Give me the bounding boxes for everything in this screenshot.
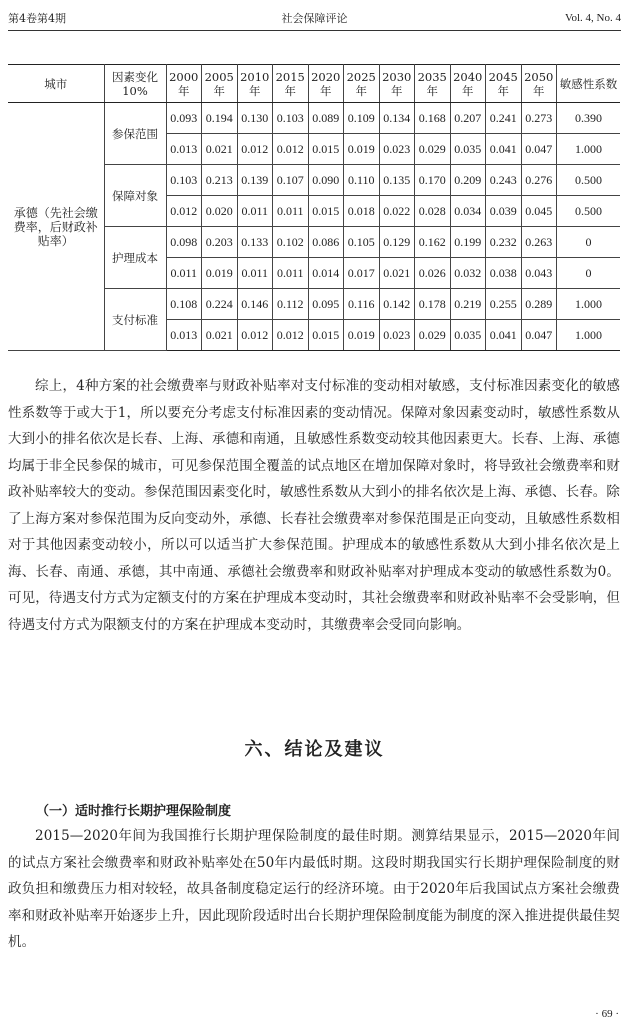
value-cell: 0.012 <box>273 320 309 351</box>
value-cell: 0.098 <box>166 227 202 258</box>
value-cell: 0.263 <box>521 227 557 258</box>
value-cell: 0.019 <box>344 320 380 351</box>
sensitivity-cell: 0.500 <box>557 165 621 196</box>
value-cell: 0.015 <box>308 196 344 227</box>
value-cell: 0.021 <box>202 320 238 351</box>
value-cell: 0.207 <box>450 103 486 134</box>
value-cell: 0.276 <box>521 165 557 196</box>
section-title: 六、结论及建议 <box>244 739 385 760</box>
value-cell: 0.034 <box>450 196 486 227</box>
value-cell: 0.086 <box>308 227 344 258</box>
col-header-year: 2050年 <box>521 65 557 103</box>
factor-cell: 支付标准 <box>104 289 166 351</box>
value-cell: 0.090 <box>308 165 344 196</box>
col-header-year: 2030年 <box>379 65 415 103</box>
value-cell: 0.105 <box>344 227 380 258</box>
value-cell: 0.093 <box>166 103 202 134</box>
value-cell: 0.011 <box>237 196 273 227</box>
value-cell: 0.095 <box>308 289 344 320</box>
value-cell: 0.108 <box>166 289 202 320</box>
sensitivity-cell: 0 <box>557 258 621 289</box>
table-header-row <box>8 65 620 103</box>
value-cell: 0.023 <box>379 320 415 351</box>
value-cell: 0.018 <box>344 196 380 227</box>
value-cell: 0.103 <box>273 103 309 134</box>
value-cell: 0.039 <box>486 196 522 227</box>
col-header-city: 城市 <box>8 65 104 103</box>
value-cell: 0.129 <box>379 227 415 258</box>
value-cell: 0.219 <box>450 289 486 320</box>
value-cell: 0.110 <box>344 165 380 196</box>
value-cell: 0.047 <box>521 320 557 351</box>
value-cell: 0.135 <box>379 165 415 196</box>
running-header <box>8 8 621 28</box>
value-cell: 0.107 <box>273 165 309 196</box>
value-cell: 0.146 <box>237 289 273 320</box>
value-cell: 0.209 <box>450 165 486 196</box>
sensitivity-cell: 0 <box>557 227 621 258</box>
value-cell: 0.019 <box>202 258 238 289</box>
value-cell: 0.017 <box>344 258 380 289</box>
value-cell: 0.133 <box>237 227 273 258</box>
col-header-factor: 因素变化10% <box>104 65 166 103</box>
col-header-year: 2040年 <box>450 65 486 103</box>
value-cell: 0.013 <box>166 320 202 351</box>
value-cell: 0.116 <box>344 289 380 320</box>
value-cell: 0.243 <box>486 165 522 196</box>
value-cell: 0.011 <box>273 196 309 227</box>
value-cell: 0.013 <box>166 134 202 165</box>
value-cell: 0.028 <box>415 196 451 227</box>
sensitivity-cell: 1.000 <box>557 289 621 320</box>
value-cell: 0.014 <box>308 258 344 289</box>
value-cell: 0.012 <box>166 196 202 227</box>
value-cell: 0.021 <box>379 258 415 289</box>
factor-cell: 保障对象 <box>104 165 166 227</box>
col-header-year: 2025年 <box>344 65 380 103</box>
factor-cell: 参保范围 <box>104 103 166 165</box>
subsection-heading: （一）适时推行长期护理保险制度 <box>36 804 232 819</box>
value-cell: 0.199 <box>450 227 486 258</box>
value-cell: 0.035 <box>450 320 486 351</box>
value-cell: 0.011 <box>237 258 273 289</box>
factor-cell: 护理成本 <box>104 227 166 289</box>
sensitivity-cell: 0.390 <box>557 103 621 134</box>
value-cell: 0.142 <box>379 289 415 320</box>
value-cell: 0.043 <box>521 258 557 289</box>
paragraph-summary: 综上，4种方案的社会缴费率与财政补贴率对支付标准的变动相对敏感，支付标准因素变化的敏感性系数等于或大于1，所以要充分考虑支付标准因素的变动情况。保障对象因素变动时，敏感性系数从大到小的排名依次是长春、上海、承德和南通，且敏感性系数变动较其他因素更大。长春、上海、承德均属于非全民参保的城市，可见参保范围全覆盖的试点地区在增加保障对象时，将导致社会缴费率和财政补贴率较大的变动。参保范围因素变化时，敏感性系数从大到小的排名依次是上海、承德、长春。除了上海方案对参保范围为反向变动外，承德、长春社会缴费率对参保范围是正向变动，且敏感性系数相对于其他因素变动较小，所以可以适当扩大参保范围。护理成本的敏感性系数从大到小排名依次是上海、长春、南通、承德，其中南通、承德社会缴费率和财政补贴率对护理成本变动的敏感性系数为0。可见，待遇支付方式为定额支付的方案在护理成本变动时，其社会缴费率和财政补贴率不会受影响，但待遇支付方式为限额支付的方案在护理成本变动时，其缴费率会受同向影响。 <box>8 378 620 633</box>
sensitivity-cell: 0.500 <box>557 196 621 227</box>
value-cell: 0.012 <box>237 320 273 351</box>
value-cell: 0.168 <box>415 103 451 134</box>
value-cell: 0.012 <box>237 134 273 165</box>
value-cell: 0.029 <box>415 320 451 351</box>
value-cell: 0.022 <box>379 196 415 227</box>
value-cell: 0.026 <box>415 258 451 289</box>
city-cell: 承德（先社会缴费率，后财政补贴率） <box>8 103 104 351</box>
volume-label: Vol. 4, No. 4 <box>564 12 621 24</box>
journal-title: 社会保障评论 <box>281 12 348 25</box>
col-header-year: 2015年 <box>273 65 309 103</box>
value-cell: 0.020 <box>202 196 238 227</box>
page-number: · 69 · <box>595 1008 619 1020</box>
sensitivity-cell: 1.000 <box>557 134 621 165</box>
col-header-year: 2045年 <box>486 65 522 103</box>
value-cell: 0.224 <box>202 289 238 320</box>
value-cell: 0.012 <box>273 134 309 165</box>
value-cell: 0.021 <box>202 134 238 165</box>
value-cell: 0.213 <box>202 165 238 196</box>
paragraph-conclusion: 2015—2020年间为我国推行长期护理保险制度的最佳时期。测算结果显示，2015—2020年间的试点方案社会缴费率和财政补贴率处在50年内最低时期。这段时期我国实行长期护理保险制度的财政负担和缴费压力相对较轻，故具备制度稳定运行的经济环境。由于2020年后我国试点方案社会缴费率和财政补贴率开始逐步上升，因此现阶段适时出台长期护理保险制度能为制度的深入推进提供最佳契机。 <box>8 828 620 950</box>
issue-label: 第4卷第4期 <box>8 12 66 25</box>
col-header-year: 2010年 <box>237 65 273 103</box>
value-cell: 0.038 <box>486 258 522 289</box>
value-cell: 0.203 <box>202 227 238 258</box>
col-header-year: 2020年 <box>308 65 344 103</box>
value-cell: 0.015 <box>308 134 344 165</box>
value-cell: 0.023 <box>379 134 415 165</box>
value-cell: 0.109 <box>344 103 380 134</box>
value-cell: 0.045 <box>521 196 557 227</box>
col-header-year: 2005年 <box>202 65 238 103</box>
value-cell: 0.289 <box>521 289 557 320</box>
value-cell: 0.162 <box>415 227 451 258</box>
col-header-year: 2035年 <box>415 65 451 103</box>
value-cell: 0.112 <box>273 289 309 320</box>
table-row <box>8 103 620 134</box>
value-cell: 0.041 <box>486 320 522 351</box>
value-cell: 0.178 <box>415 289 451 320</box>
value-cell: 0.035 <box>450 134 486 165</box>
value-cell: 0.194 <box>202 103 238 134</box>
value-cell: 0.011 <box>166 258 202 289</box>
value-cell: 0.032 <box>450 258 486 289</box>
value-cell: 0.139 <box>237 165 273 196</box>
sensitivity-cell: 1.000 <box>557 320 621 351</box>
value-cell: 0.019 <box>344 134 380 165</box>
sensitivity-table <box>8 64 620 351</box>
value-cell: 0.130 <box>237 103 273 134</box>
value-cell: 0.041 <box>486 134 522 165</box>
value-cell: 0.232 <box>486 227 522 258</box>
value-cell: 0.103 <box>166 165 202 196</box>
value-cell: 0.015 <box>308 320 344 351</box>
value-cell: 0.011 <box>273 258 309 289</box>
col-header-year: 2000年 <box>166 65 202 103</box>
value-cell: 0.273 <box>521 103 557 134</box>
value-cell: 0.102 <box>273 227 309 258</box>
col-header-sensitivity: 敏感性系数 <box>557 65 621 103</box>
value-cell: 0.241 <box>486 103 522 134</box>
value-cell: 0.029 <box>415 134 451 165</box>
header-rule <box>8 30 621 31</box>
value-cell: 0.255 <box>486 289 522 320</box>
value-cell: 0.089 <box>308 103 344 134</box>
value-cell: 0.134 <box>379 103 415 134</box>
value-cell: 0.047 <box>521 134 557 165</box>
value-cell: 0.170 <box>415 165 451 196</box>
